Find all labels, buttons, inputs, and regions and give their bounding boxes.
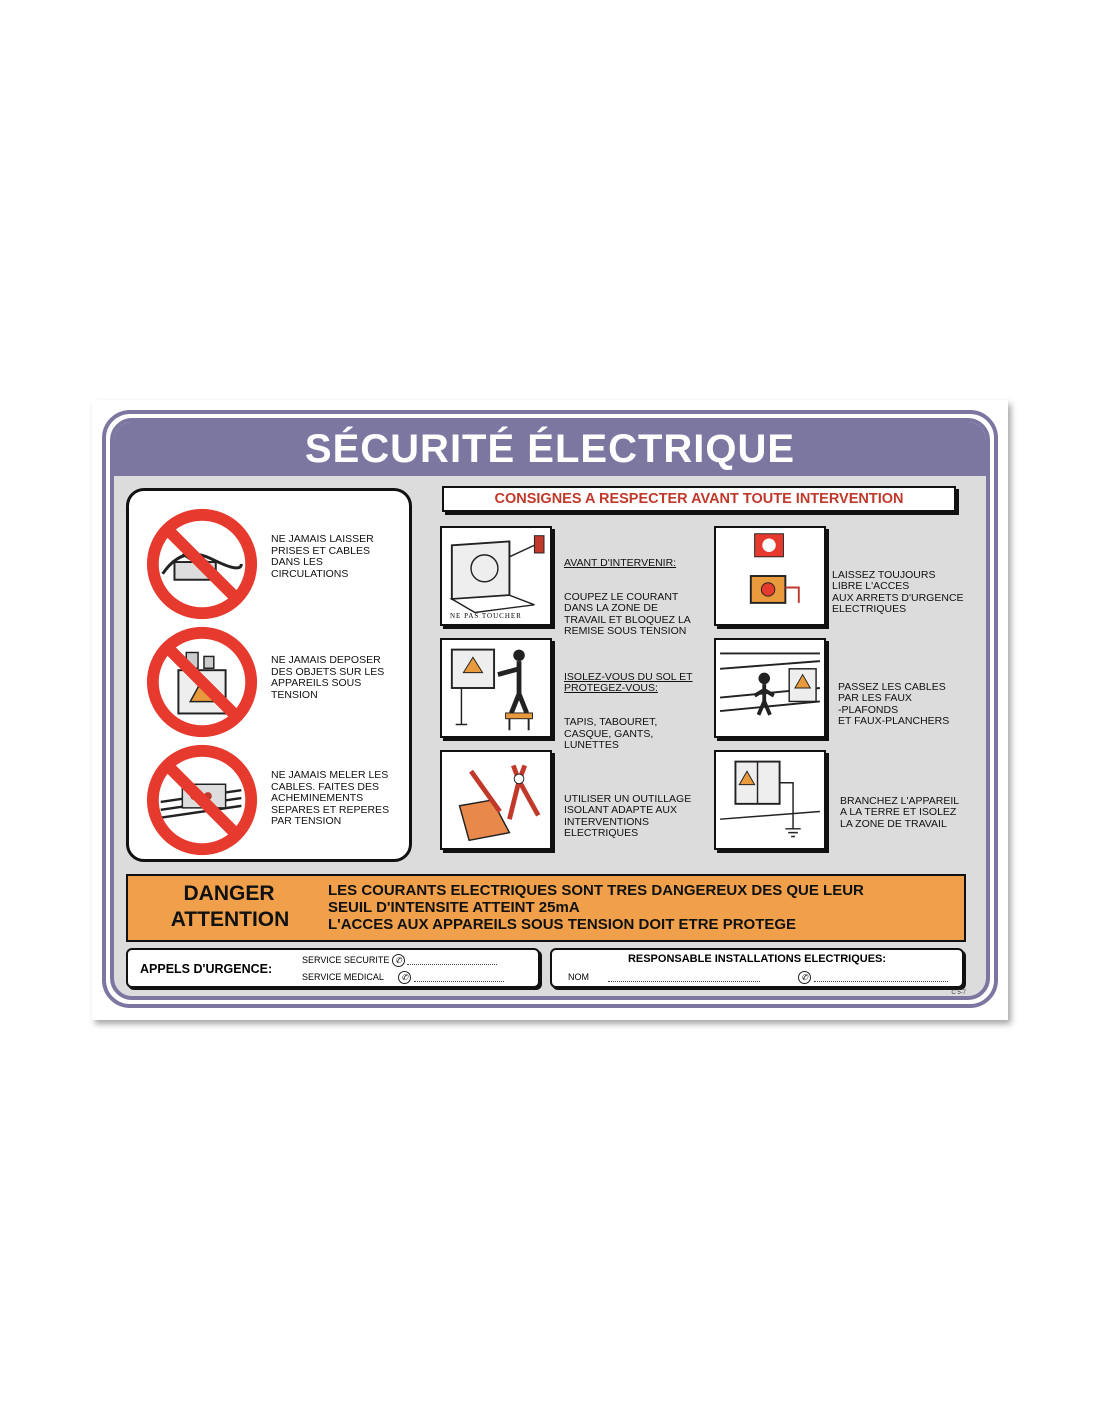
- responsible-box: [550, 948, 964, 988]
- instructions-header: [442, 486, 956, 512]
- step-text: [840, 784, 959, 830]
- danger-label: DANGER: [183, 882, 275, 905]
- responsible-label: RESPONSABLE INSTALLATIONS ELECTRIQUES:: [627, 953, 887, 965]
- no-cables-icon: [143, 505, 261, 623]
- step-text: [564, 660, 693, 752]
- name-field[interactable]: [608, 973, 760, 982]
- reference-code: C 5-7: [951, 990, 966, 996]
- step-text: [564, 782, 691, 840]
- phone-icon: ✆: [398, 971, 411, 984]
- lockout-icon: [440, 526, 552, 626]
- danger-banner: [126, 874, 966, 942]
- step-body: COUPEZ LE COURANT DANS LA ZONE DE TRAVAIL ET BLOQUEZ LA REMISE SOUS TENSION: [564, 590, 691, 637]
- do-not-touch-sign: NE PAS TOUCHER: [450, 612, 522, 620]
- step-body: BRANCHEZ L'APPAREIL A LA TERRE ET ISOLEZ LA ZONE DE TRAVAIL: [840, 794, 960, 830]
- poster-body: [110, 418, 990, 1000]
- step-text: [838, 670, 949, 728]
- attention-label: ATTENTION: [170, 908, 290, 931]
- prohibition-text: NE JAMAIS DEPOSER DES OBJETS SUR LES APPAREILS SOUS TENSION: [271, 654, 385, 701]
- medical-service-label: SERVICE MEDICAL: [302, 971, 384, 982]
- emergency-calls-box: [126, 948, 540, 988]
- safety-poster: [92, 400, 1008, 1020]
- prohibitions-panel: [126, 488, 412, 862]
- poster-title: SÉCURITÉ ÉLECTRIQUE: [304, 426, 796, 471]
- responsible-phone-field[interactable]: [814, 973, 948, 982]
- danger-message: [328, 882, 864, 933]
- danger-line: L'ACCES AUX APPAREILS SOUS TENSION DOIT ETRE PROTEGE: [328, 916, 797, 933]
- prohibition-text: NE JAMAIS MELER LES CABLES. FAITES DES ACHEMINEMENTS SEPARES ET REPERES PAR TENSION: [271, 769, 390, 827]
- step-body: UTILISER UN OUTILLAGE ISOLANT ADAPTE AUX INTERVENTIONS ELECTRIQUES: [564, 792, 692, 839]
- insulated-tools-icon: [440, 750, 552, 850]
- no-mixing-icon: [143, 741, 261, 859]
- medical-service-row: [302, 971, 504, 984]
- emergency-stop-icon: [714, 526, 826, 626]
- step-text: [832, 558, 964, 616]
- danger-line: LES COURANTS ELECTRIQUES SONT TRES DANGEREUX DES QUE LEUR: [328, 882, 864, 899]
- medical-phone-field[interactable]: [414, 973, 504, 982]
- grounding-icon: [714, 750, 826, 850]
- step-heading: ISOLEZ-VOUS DU SOL ET PROTEGEZ-VOUS:: [564, 670, 693, 694]
- cable-routing-icon: [714, 638, 826, 738]
- no-objects-icon: [143, 623, 261, 741]
- security-service-row: [302, 954, 497, 967]
- step-text: [564, 546, 691, 638]
- responsible-row: [568, 971, 948, 984]
- phone-icon: ✆: [392, 954, 405, 967]
- security-service-label: SERVICE SECURITE: [302, 954, 390, 965]
- danger-line: SEUIL D'INTENSITE ATTEINT 25mA: [328, 899, 580, 916]
- step-heading: AVANT D'INTERVENIR:: [564, 556, 677, 569]
- security-phone-field[interactable]: [407, 956, 497, 965]
- step-body: PASSEZ LES CABLES PAR LES FAUX -PLAFONDS ET FAUX-PLANCHERS: [838, 680, 950, 727]
- prohibition-text: NE JAMAIS LAISSER PRISES ET CABLES DANS LES CIRCULATIONS: [271, 533, 374, 580]
- name-label: NOM: [568, 971, 589, 982]
- step-body: LAISSEZ TOUJOURS LIBRE L'ACCES AUX ARRETS D'URGENCE ELECTRIQUES: [832, 568, 964, 615]
- step-body: TAPIS, TABOURET, CASQUE, GANTS, LUNETTES: [564, 716, 658, 751]
- emergency-label: APPELS D'URGENCE:: [140, 962, 273, 976]
- instructions-title: CONSIGNES A RESPECTER AVANT TOUTE INTERVENTION: [494, 491, 904, 507]
- phone-icon: ✆: [798, 971, 811, 984]
- title-bar: [114, 422, 986, 476]
- insulated-worker-icon: [440, 638, 552, 738]
